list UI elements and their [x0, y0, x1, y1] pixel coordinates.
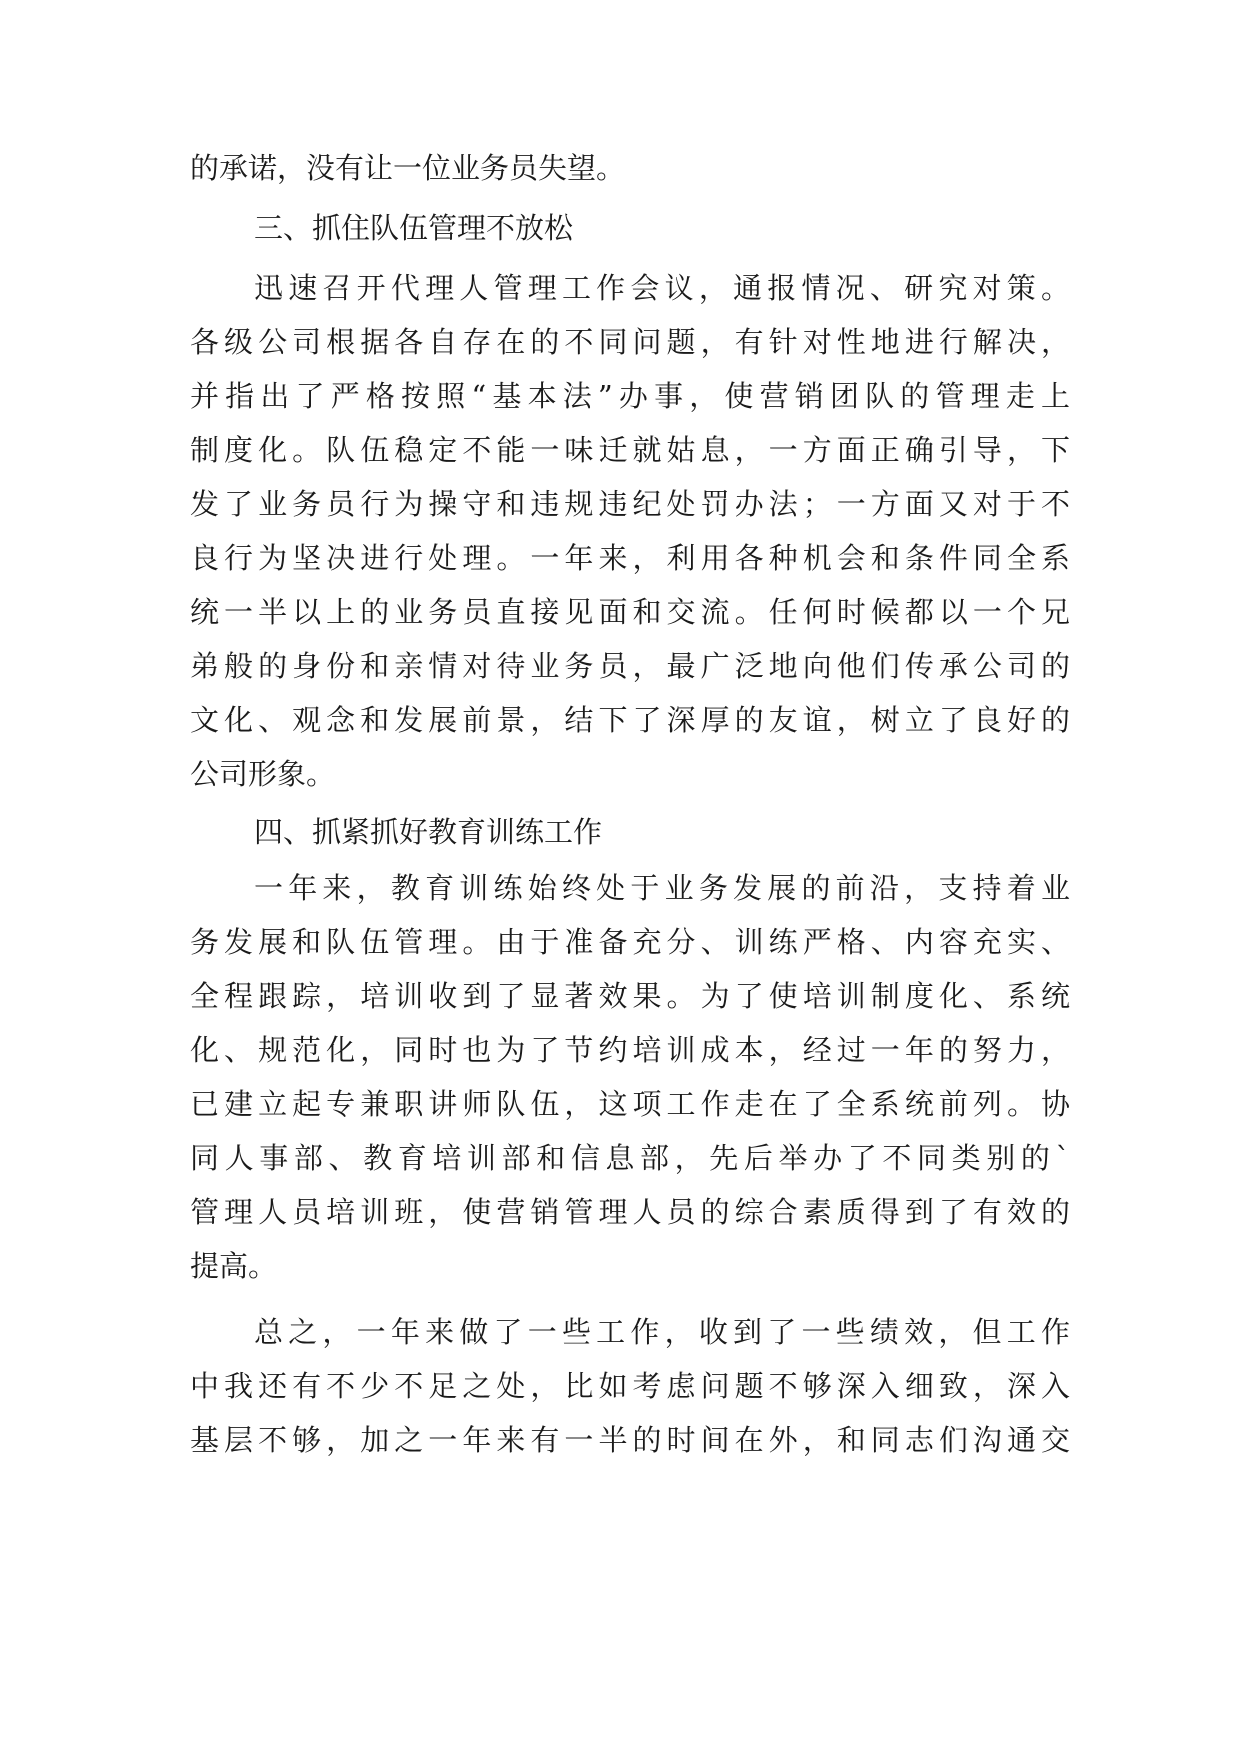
paragraph-line: 同人事部、教育培训部和信息部，先后举办了不同类别的` [190, 1141, 1070, 1175]
paragraph-line: 管理人员培训班，使营销管理人员的综合素质得到了有效的 [190, 1195, 1070, 1229]
paragraph-line: 化、规范化，同时也为了节约培训成本，经过一年的努力， [190, 1033, 1070, 1067]
paragraph-line: 各级公司根据各自存在的不同问题，有针对性地进行解决， [190, 325, 1070, 359]
paragraph-line: 务发展和队伍管理。由于准备充分、训练严格、内容充实、 [190, 925, 1070, 959]
paragraph-line: 总之，一年来做了一些工作，收到了一些绩效，但工作 [254, 1315, 1070, 1349]
section-heading-4: 四、抓紧抓好教育训练工作 [254, 815, 603, 849]
paragraph-line: 制度化。队伍稳定不能一味迁就姑息，一方面正确引导，下 [190, 433, 1070, 467]
paragraph-line: 并指出了严格按照“基本法”办事，使营销团队的管理走上 [190, 379, 1070, 413]
paragraph-line: 中我还有不少不足之处，比如考虑问题不够深入细致，深入 [190, 1369, 1070, 1403]
paragraph-line: 公司形象。 [190, 757, 336, 791]
section-heading-3: 三、抓住队伍管理不放松 [254, 211, 574, 245]
paragraph-line: 统一半以上的业务员直接见面和交流。任何时候都以一个兄 [190, 595, 1070, 629]
paragraph-line: 良行为坚决进行处理。一年来，利用各种机会和条件同全系 [190, 541, 1070, 575]
paragraph-line: 提高。 [190, 1249, 278, 1283]
paragraph-line: 迅速召开代理人管理工作会议，通报情况、研究对策。 [254, 271, 1070, 305]
paragraph-line: 全程跟踪，培训收到了显著效果。为了使培训制度化、系统 [190, 979, 1070, 1013]
paragraph-line: 文化、观念和发展前景，结下了深厚的友谊，树立了良好的 [190, 703, 1070, 737]
paragraph-line: 发了业务员行为操守和违规违纪处罚办法；一方面又对于不 [190, 487, 1070, 521]
paragraph-line: 弟般的身份和亲情对待业务员，最广泛地向他们传承公司的 [190, 649, 1070, 683]
paragraph-line: 一年来，教育训练始终处于业务发展的前沿，支持着业 [254, 871, 1070, 905]
paragraph-line: 已建立起专兼职讲师队伍，这项工作走在了全系统前列。协 [190, 1087, 1070, 1121]
paragraph-line: 基层不够，加之一年来有一半的时间在外，和同志们沟通交 [190, 1423, 1070, 1457]
paragraph-line: 的承诺，没有让一位业务员失望。 [190, 151, 626, 185]
